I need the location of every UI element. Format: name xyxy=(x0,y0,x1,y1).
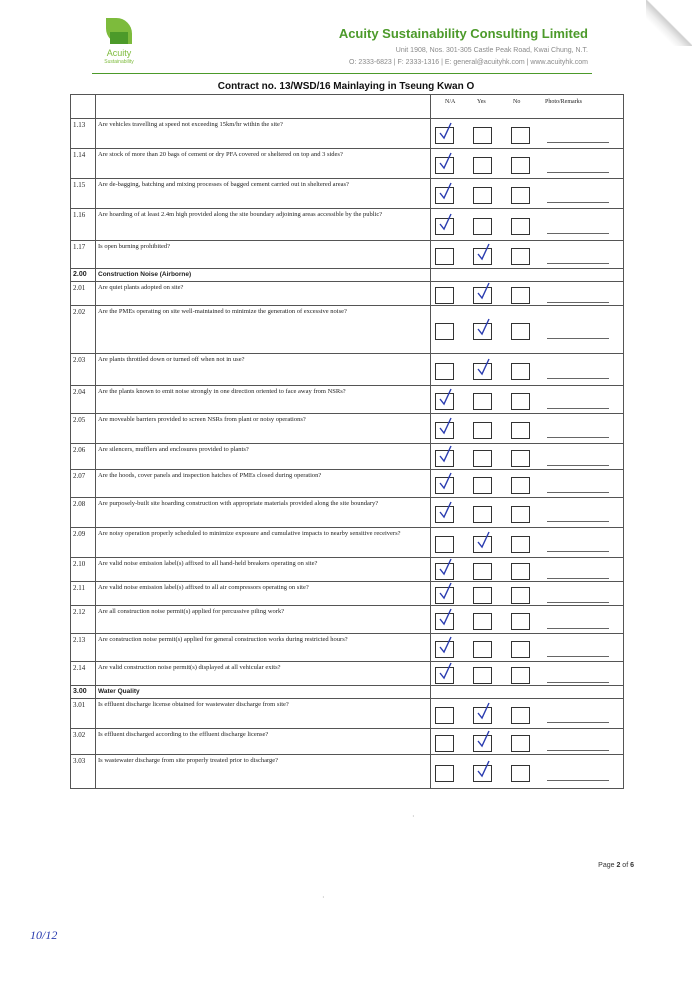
item-question: Are de-bagging, batching and mixing processes of bagged cement carried out in sheltered areas? xyxy=(96,179,431,209)
item-question: Are purposely-built site hoarding construction with appropriate materials provided along the site boundary? xyxy=(96,498,431,528)
remarks-line[interactable] xyxy=(547,602,609,603)
remarks-line[interactable] xyxy=(547,492,609,493)
table-row xyxy=(71,386,624,414)
checkbox-no[interactable] xyxy=(511,450,530,467)
scan-speck: · xyxy=(322,893,325,902)
header-question-cell xyxy=(96,95,431,119)
remarks-line[interactable] xyxy=(547,233,609,234)
checkbox-yes[interactable] xyxy=(473,563,492,580)
checkbox-na[interactable] xyxy=(435,248,454,265)
item-question: Are valid construction noise permit(s) displayed at all vehicular exits? xyxy=(96,662,431,686)
checkbox-no[interactable] xyxy=(511,287,530,304)
answer-cell xyxy=(431,582,624,606)
checkbox-yes[interactable] xyxy=(473,218,492,235)
table-row xyxy=(71,470,624,498)
item-number: 2.14 xyxy=(71,662,96,686)
house-icon xyxy=(110,32,128,44)
answer-cell xyxy=(431,354,624,386)
checkmark-icon xyxy=(439,608,452,626)
answer-cell xyxy=(431,699,624,729)
answer-cell xyxy=(431,282,624,306)
table-row xyxy=(71,558,624,582)
item-question: Are stock of more than 20 bags of cement or dry PFA covered or sheltered on top and 3 sides? xyxy=(96,149,431,179)
answer-cell xyxy=(431,269,624,282)
item-question: Are the hoods, cover panels and inspection hatches of PMEs closed during operation? xyxy=(96,470,431,498)
checkbox-yes[interactable] xyxy=(473,157,492,174)
page-of: of xyxy=(620,862,631,869)
checkbox-yes[interactable] xyxy=(473,477,492,494)
checkbox-na[interactable] xyxy=(435,765,454,782)
checkmark-icon xyxy=(439,662,452,680)
remarks-line[interactable] xyxy=(547,682,609,683)
checkbox-no[interactable] xyxy=(511,587,530,604)
table-row xyxy=(71,241,624,269)
remarks-line[interactable] xyxy=(547,172,609,173)
checkbox-no[interactable] xyxy=(511,157,530,174)
item-number: 2.13 xyxy=(71,634,96,662)
table-row xyxy=(71,634,624,662)
checkbox-no[interactable] xyxy=(511,218,530,235)
checkmark-icon xyxy=(477,531,490,549)
item-number: 3.03 xyxy=(71,755,96,789)
company-logo xyxy=(92,16,146,72)
answer-cell xyxy=(431,606,624,634)
checkmark-icon xyxy=(439,636,452,654)
item-question: Are vehicles travelling at speed not exceeding 15km/hr within the site? xyxy=(96,119,431,149)
checkbox-yes[interactable] xyxy=(473,641,492,658)
checkbox-yes[interactable] xyxy=(473,667,492,684)
answer-cell xyxy=(431,386,624,414)
checkbox-no[interactable] xyxy=(511,248,530,265)
answer-cell xyxy=(431,755,624,789)
checkbox-no[interactable] xyxy=(511,363,530,380)
remarks-line[interactable] xyxy=(547,465,609,466)
checkbox-yes[interactable] xyxy=(473,187,492,204)
checkbox-na[interactable] xyxy=(435,363,454,380)
checkbox-yes[interactable] xyxy=(473,506,492,523)
column-header: Photo/Remarks xyxy=(545,99,582,105)
answer-cell xyxy=(431,686,624,699)
handwritten-date: 10/12 xyxy=(30,928,58,942)
checkmark-icon xyxy=(439,122,452,140)
checkmark-icon xyxy=(477,318,490,336)
item-question: Are plants throttled down or turned off when not in use? xyxy=(96,354,431,386)
item-number: 1.14 xyxy=(71,149,96,179)
table-row xyxy=(71,498,624,528)
header-num-cell xyxy=(71,95,96,119)
answer-cell xyxy=(431,306,624,354)
company-name: Acuity Sustainability Consulting Limited xyxy=(338,26,588,41)
checkbox-yes[interactable] xyxy=(473,613,492,630)
checkbox-no[interactable] xyxy=(511,641,530,658)
item-number: 2.11 xyxy=(71,582,96,606)
remarks-line[interactable] xyxy=(547,142,609,143)
checkmark-icon xyxy=(477,730,490,748)
checkbox-yes[interactable] xyxy=(473,450,492,467)
checkbox-na[interactable] xyxy=(435,707,454,724)
item-number: 2.05 xyxy=(71,414,96,444)
table-row xyxy=(71,755,624,789)
column-header: N/A xyxy=(445,99,456,105)
remarks-line[interactable] xyxy=(547,656,609,657)
remarks-line[interactable] xyxy=(547,722,609,723)
page-prefix: Page xyxy=(598,862,617,869)
checkbox-no[interactable] xyxy=(511,506,530,523)
item-number: 2.12 xyxy=(71,606,96,634)
item-question: Are valid noise emission label(s) affixed to all hand-held breakers operating on site? xyxy=(96,558,431,582)
remarks-line[interactable] xyxy=(547,628,609,629)
table-header-row xyxy=(71,95,624,119)
checkbox-yes[interactable] xyxy=(473,587,492,604)
checkbox-no[interactable] xyxy=(511,613,530,630)
table-row xyxy=(71,528,624,558)
item-question: Are noisy operation properly scheduled to minimize exposure and cumulative impacts to nearby sensitive receivers? xyxy=(96,528,431,558)
checkbox-no[interactable] xyxy=(511,393,530,410)
item-number: 2.10 xyxy=(71,558,96,582)
table-row xyxy=(71,606,624,634)
item-number: 1.13 xyxy=(71,119,96,149)
item-question: Are quiet plants adopted on site? xyxy=(96,282,431,306)
checkbox-no[interactable] xyxy=(511,127,530,144)
item-number: 2.00 xyxy=(71,269,96,282)
logo-subtitle: Sustainability xyxy=(104,59,134,65)
checkbox-na[interactable] xyxy=(435,735,454,752)
checkmark-icon xyxy=(477,358,490,376)
table-row xyxy=(71,414,624,444)
checkmark-icon xyxy=(439,558,452,576)
item-question: Are the PMEs operating on site well-maintained to minimize the generation of excessive noise? xyxy=(96,306,431,354)
answer-cell xyxy=(431,241,624,269)
checkbox-yes[interactable] xyxy=(473,393,492,410)
item-number: 2.03 xyxy=(71,354,96,386)
checkmark-icon xyxy=(477,702,490,720)
checkmark-icon xyxy=(477,243,490,261)
remarks-line[interactable] xyxy=(547,437,609,438)
checkmark-icon xyxy=(439,182,452,200)
remarks-line[interactable] xyxy=(547,551,609,552)
table-row xyxy=(71,729,624,755)
checkmark-icon xyxy=(439,417,452,435)
item-number: 1.17 xyxy=(71,241,96,269)
item-question: Is effluent discharge license obtained for wastewater discharge from site? xyxy=(96,699,431,729)
item-question: Is open burning prohibited? xyxy=(96,241,431,269)
checkmark-icon xyxy=(477,760,490,778)
remarks-line[interactable] xyxy=(547,578,609,579)
table-row xyxy=(71,282,624,306)
answer-cell xyxy=(431,179,624,209)
table-row xyxy=(71,306,624,354)
item-question: Is wastewater discharge from site properly treated prior to discharge? xyxy=(96,755,431,789)
table-row xyxy=(71,209,624,241)
answer-cell xyxy=(431,528,624,558)
item-question: Are hoarding of at least 2.4m high provided along the site boundary adjoining areas accessible by the public? xyxy=(96,209,431,241)
item-number: 2.08 xyxy=(71,498,96,528)
checkbox-no[interactable] xyxy=(511,536,530,553)
answer-cell xyxy=(431,119,624,149)
item-question: Are silencers, mufflers and enclosures provided to plants? xyxy=(96,444,431,470)
checklist-table xyxy=(70,94,624,789)
item-question: Are valid noise emission label(s) affixed to all air compressors operating on site? xyxy=(96,582,431,606)
checkbox-no[interactable] xyxy=(511,707,530,724)
column-header: Yes xyxy=(477,99,486,105)
checkmark-icon xyxy=(439,501,452,519)
answer-cell xyxy=(431,444,624,470)
answer-cell xyxy=(431,498,624,528)
remarks-line[interactable] xyxy=(547,202,609,203)
answer-cell xyxy=(431,634,624,662)
company-address: Unit 1908, Nos. 301-305 Castle Peak Road, Kwai Chung, N.T. xyxy=(395,47,588,54)
checkmark-icon xyxy=(439,582,452,600)
answer-cell xyxy=(431,414,624,444)
checkbox-no[interactable] xyxy=(511,477,530,494)
table-row xyxy=(71,149,624,179)
contract-title: Contract no. 13/WSD/16 Mainlaying in Tseung Kwan O xyxy=(217,81,475,92)
item-question: Is effluent discharged according to the effluent discharge license? xyxy=(96,729,431,755)
answer-cell xyxy=(431,558,624,582)
item-number: 2.07 xyxy=(71,470,96,498)
checkbox-na[interactable] xyxy=(435,536,454,553)
checkmark-icon xyxy=(439,152,452,170)
remarks-line[interactable] xyxy=(547,378,609,379)
column-header: No xyxy=(513,99,521,105)
answer-cell xyxy=(431,662,624,686)
item-question: Are all construction noise permit(s) applied for percussive piling work? xyxy=(96,606,431,634)
section-title: Construction Noise (Airborne) xyxy=(96,269,431,282)
item-number: 2.02 xyxy=(71,306,96,354)
section-row xyxy=(71,686,624,699)
section-row xyxy=(71,269,624,282)
logo-name: Acuity xyxy=(106,48,132,58)
remarks-line[interactable] xyxy=(547,780,609,781)
page-number xyxy=(598,862,634,869)
checkbox-no[interactable] xyxy=(511,563,530,580)
header-answer-cell xyxy=(431,95,624,119)
checkbox-yes[interactable] xyxy=(473,127,492,144)
checkbox-no[interactable] xyxy=(511,323,530,340)
checkbox-no[interactable] xyxy=(511,187,530,204)
checkmark-icon xyxy=(439,388,452,406)
item-number: 3.02 xyxy=(71,729,96,755)
checkbox-no[interactable] xyxy=(511,667,530,684)
table-row xyxy=(71,699,624,729)
table-row xyxy=(71,179,624,209)
remarks-line[interactable] xyxy=(547,750,609,751)
page-curl xyxy=(646,0,692,46)
item-question: Are moveable barriers provided to screen NSRs from plant or noisy operations? xyxy=(96,414,431,444)
checkmark-icon xyxy=(439,213,452,231)
answer-cell xyxy=(431,149,624,179)
answer-cell xyxy=(431,470,624,498)
item-number: 2.01 xyxy=(71,282,96,306)
item-number: 3.00 xyxy=(71,686,96,699)
remarks-line[interactable] xyxy=(547,408,609,409)
checkbox-no[interactable] xyxy=(511,735,530,752)
company-contact: O: 2333-6823 | F: 2333-1316 | E: general@acuityhk.com | www.acuityhk.com xyxy=(348,59,588,66)
checkbox-na[interactable] xyxy=(435,287,454,304)
checkmark-icon xyxy=(439,472,452,490)
item-question: Are the plants known to emit noise strongly in one direction oriented to face away from NSRs? xyxy=(96,386,431,414)
item-number: 2.09 xyxy=(71,528,96,558)
scan-speck: · xyxy=(412,812,415,821)
item-number: 2.04 xyxy=(71,386,96,414)
checkmark-icon xyxy=(477,282,490,300)
remarks-line[interactable] xyxy=(547,263,609,264)
answer-cell xyxy=(431,729,624,755)
section-title: Water Quality xyxy=(96,686,431,699)
checkbox-no[interactable] xyxy=(511,765,530,782)
table-row xyxy=(71,119,624,149)
item-number: 3.01 xyxy=(71,699,96,729)
checkbox-no[interactable] xyxy=(511,422,530,439)
header-divider xyxy=(92,73,592,74)
item-question: Are construction noise permit(s) applied for general construction works during restricted hours? xyxy=(96,634,431,662)
checkbox-yes[interactable] xyxy=(473,422,492,439)
total-pages: 6 xyxy=(630,862,634,869)
checkmark-icon xyxy=(439,445,452,463)
answer-cell xyxy=(431,209,624,241)
table-row xyxy=(71,662,624,686)
remarks-line[interactable] xyxy=(547,302,609,303)
remarks-line[interactable] xyxy=(547,338,609,339)
table-row xyxy=(71,444,624,470)
checkbox-na[interactable] xyxy=(435,323,454,340)
item-number: 1.16 xyxy=(71,209,96,241)
remarks-line[interactable] xyxy=(547,521,609,522)
table-row xyxy=(71,354,624,386)
current-page: 2 xyxy=(616,862,621,869)
table-row xyxy=(71,582,624,606)
item-number: 2.06 xyxy=(71,444,96,470)
item-number: 1.15 xyxy=(71,179,96,209)
